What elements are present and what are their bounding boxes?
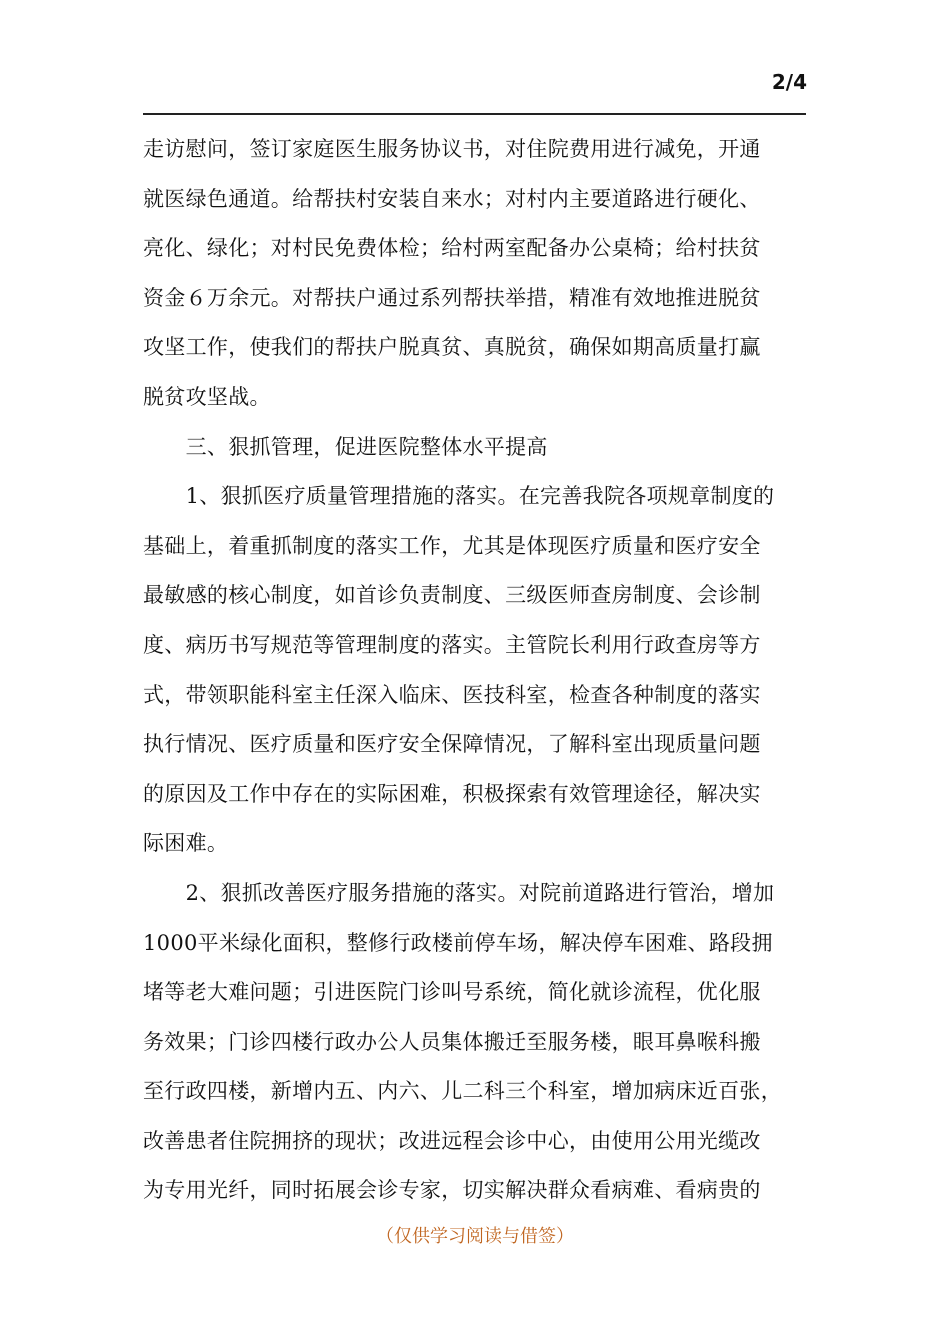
text-line: 的原因及工作中存在的实际困难，积极探索有效管理途径，解决实 xyxy=(143,781,761,806)
text-line: 度、病历书写规范等管理制度的落实。主管院长利用行政查房等方 xyxy=(143,632,761,657)
text-line: 务效果；门诊四楼行政办公人员集体搬迁至服务楼，眼耳鼻喉科搬 xyxy=(143,1029,761,1054)
text-line: 攻坚工作，使我们的帮扶户脱真贫、真脱贫，确保如期高质量打赢 xyxy=(143,335,761,360)
text-line: 最敏感的核心制度，如首诊负责制度、三级医师查房制度、会诊制 xyxy=(143,583,761,608)
text-line: 为专用光纤，同时拓展会诊专家，切实解决群众看病难、看病贵的 xyxy=(143,1178,761,1203)
text-line: 2、狠抓改善医疗服务措施的落实。对院前道路进行管治，增加 xyxy=(143,880,775,905)
text-line: 堵等老大难问题；引进医院门诊叫号系统，简化就诊流程，优化服 xyxy=(143,980,761,1005)
text-line: 际困难。 xyxy=(143,831,229,856)
text-line: 式，带领职能科室主任深入临床、医技科室，检查各种制度的落实 xyxy=(143,682,761,707)
text-line: 走访慰问，签订家庭医生服务协议书，对住院费用进行减免，开通 xyxy=(143,137,761,161)
footer-note: （仅供学习阅读与借签） xyxy=(376,1226,574,1247)
text-line: 资金６万余元。对帮扶户通过系列帮扶举措，精准有效地推进脱贫 xyxy=(143,285,761,310)
text-line: 亮化、绿化；对村民免费体检；给村两室配备办公桌椅；给村扶贫 xyxy=(143,236,761,261)
text-line: 1、狠抓医疗质量管理措施的落实。在完善我院各项规章制度的 xyxy=(143,484,775,509)
text-line: 执行情况、医疗质量和医疗安全保障情况，了解科室出现质量问题 xyxy=(143,732,761,757)
document-body xyxy=(143,125,806,1216)
section-heading: 三、狠抓管理，促进医院整体水平提高 xyxy=(143,434,548,459)
text-line: 就医绿色通道。给帮扶村安装自来水；对村内主要道路进行硬化、 xyxy=(143,186,761,211)
page-number: 2/4 xyxy=(771,70,807,94)
text-line: 基础上，着重抓制度的落实工作，尤其是体现医疗质量和医疗安全 xyxy=(143,533,761,558)
text-line: 脱贫攻坚战。 xyxy=(143,384,271,409)
text-line: 1000平米绿化面积，整修行政楼前停车场，解决停车困难、路段拥 xyxy=(143,930,773,955)
text-line: 至行政四楼，新增内五、内六、儿二科三个科室，增加病床近百张， xyxy=(143,1079,782,1104)
text-line: 改善患者住院拥挤的现状；改进远程会诊中心，由使用公用光缆改 xyxy=(143,1128,761,1153)
header-divider xyxy=(143,113,806,115)
